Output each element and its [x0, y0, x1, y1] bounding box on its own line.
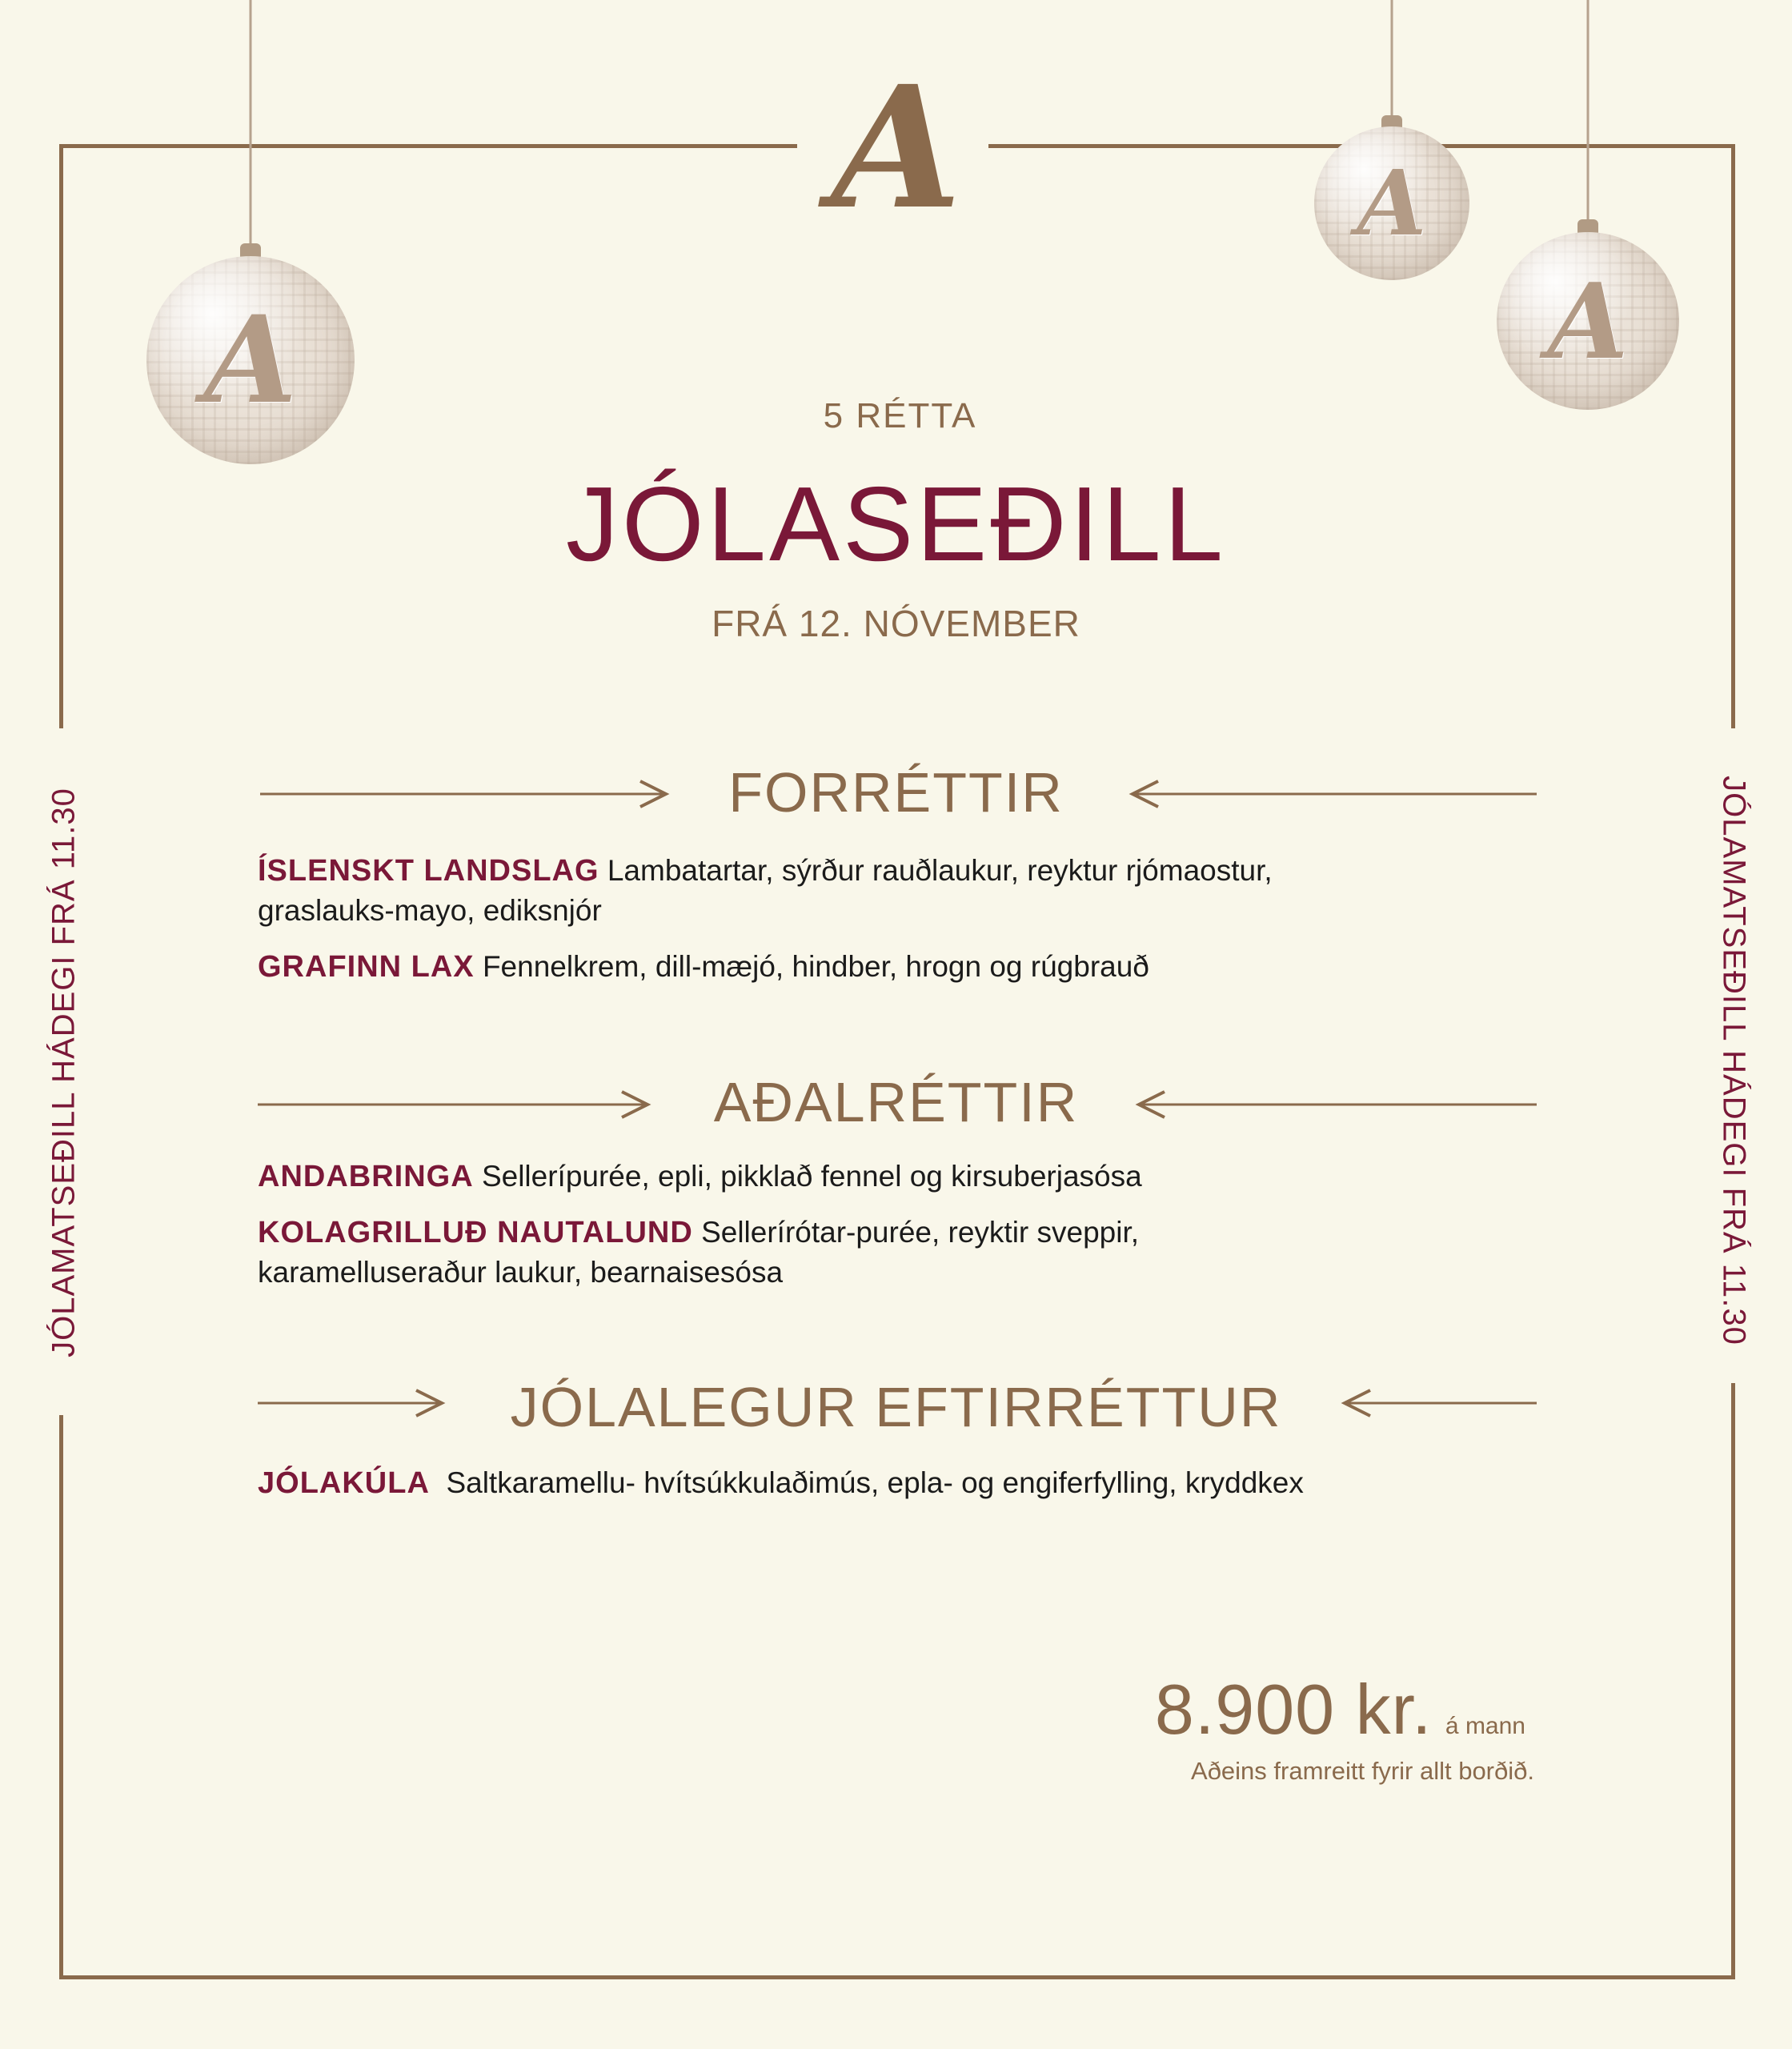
menu-item	[258, 851, 1273, 931]
menu-item	[258, 1463, 1304, 1503]
arrow-left-icon	[1129, 776, 1538, 808]
dish-description-cont: graslauks-mayo, ediksnjór	[258, 894, 602, 927]
ornament-left	[146, 0, 355, 464]
menu-item	[258, 1213, 1139, 1293]
dish-description: Lambatartar, sýrður rauðlaukur, reyktur rjómaostur,	[607, 854, 1273, 887]
price-unit: á mann	[1445, 1713, 1525, 1739]
dish-name: GRAFINN LAX	[258, 950, 475, 984]
frame-right-lower	[1731, 1383, 1735, 1979]
ornament-letter: A	[203, 290, 298, 431]
side-label-left: JÓLAMATSEÐILL HÁDEGI FRÁ 11.30	[46, 788, 82, 1357]
price-amount: 8.900 kr.	[1154, 1670, 1433, 1749]
ornament-right-large	[1497, 0, 1679, 410]
availability-date: FRÁ 12. NÓVEMBER	[712, 603, 1080, 644]
side-label-right: JÓLAMATSEÐILL HÁDEGI FRÁ 11.30	[1716, 776, 1752, 1345]
course-count: 5 RÉTTA	[823, 396, 977, 435]
dish-description-cont: karamelluseraður laukur, bearnaisesósa	[258, 1256, 784, 1289]
section-title-mains: AÐALRÉTTIR	[713, 1071, 1079, 1133]
ornament-letter: A	[1547, 259, 1629, 383]
ornament-right-small	[1314, 0, 1469, 280]
ornament-ball	[1314, 126, 1469, 280]
arrow-left-icon	[1341, 1385, 1538, 1417]
dish-description: Sellerírótar-purée, reyktir sveppir,	[701, 1216, 1140, 1249]
menu-item	[258, 1157, 1142, 1197]
dish-name: JÓLAKÚLA	[258, 1466, 430, 1500]
dish-name: ANDABRINGA	[258, 1160, 474, 1193]
page-title: JÓLASEÐILL	[565, 465, 1227, 583]
price-block	[1155, 1669, 1525, 1750]
frame-left-lower	[59, 1415, 63, 1979]
brand-logo: A	[831, 49, 962, 247]
arrow-left-icon	[1135, 1087, 1538, 1119]
dish-description: Saltkaramellu- hvítsúkkulaðimús, epla- og engiferfylling, kryddkex	[446, 1466, 1304, 1499]
ornament-ball	[1497, 232, 1679, 410]
dish-name: ÍSLENSKT LANDSLAG	[258, 854, 599, 888]
dish-name: KOLAGRILLUÐ NAUTALUND	[258, 1216, 693, 1249]
menu-item	[258, 947, 1149, 987]
dish-description: Sellerípurée, epli, pikklað fennel og kirsuberjasósa	[481, 1160, 1142, 1193]
price-note: Aðeins framreitt fyrir allt borðið.	[1191, 1757, 1534, 1785]
ornament-letter: A	[1357, 150, 1427, 256]
frame-bottom	[59, 1975, 1735, 1979]
dish-description: Fennelkrem, dill-mæjó, hindber, hrogn og rúgbrauð	[482, 950, 1149, 983]
section-title-starters: FORRÉTTIR	[728, 761, 1064, 824]
section-title-dessert: JÓLALEGUR EFTIRRÉTTUR	[510, 1376, 1282, 1438]
